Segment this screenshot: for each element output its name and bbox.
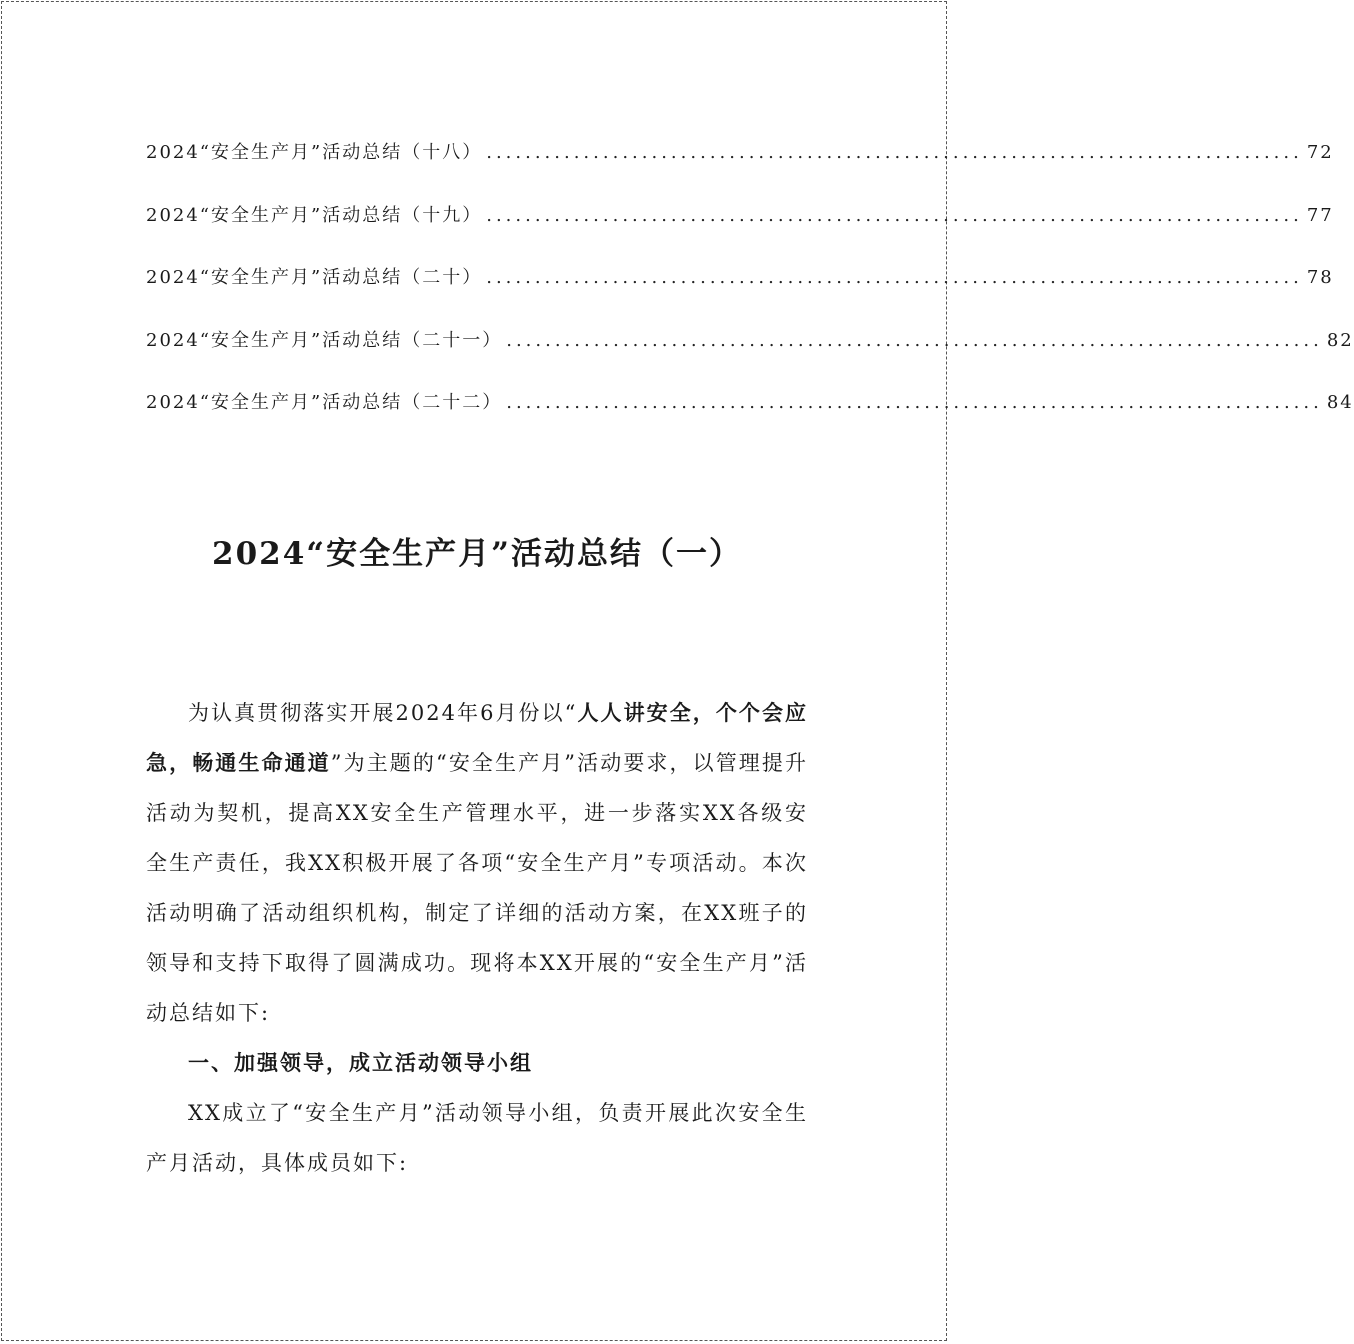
- toc-entry-page: 72: [1306, 142, 1334, 163]
- toc-dot-leader: ....................................................................................: [486, 142, 1303, 163]
- activity-theme: 人人讲安全，个个会应急，畅通生命通道: [146, 700, 809, 775]
- toc-dot-leader: ....................................................................................: [486, 267, 1303, 288]
- toc-entry-title: 2024“安全生产月”活动总结（二十）: [146, 267, 483, 288]
- intro-text-start: 为认真贯彻落实开展2024年6月份以“: [188, 701, 578, 725]
- toc-entry-page: 82: [1326, 329, 1354, 351]
- document-page: [1, 1, 1354, 1341]
- table-of-contents: [146, 138, 1354, 451]
- document-title: 2024“安全生产月”活动总结（一）: [212, 535, 742, 572]
- toc-entry-page: 78: [1306, 267, 1334, 288]
- toc-entry[interactable]: [146, 388, 1354, 418]
- toc-entry[interactable]: [146, 263, 1334, 293]
- toc-entry[interactable]: [146, 138, 1334, 168]
- toc-entry[interactable]: [146, 326, 1354, 356]
- toc-dot-leader: ....................................................................................: [506, 329, 1323, 351]
- document-body: [146, 688, 808, 1188]
- toc-entry-title: 2024“安全生产月”活动总结（十九）: [146, 204, 483, 226]
- section-heading: 一、加强领导，成立活动领导小组: [188, 1050, 533, 1075]
- section-paragraph: XX成立了“安全生产月”活动领导小组，负责开展此次安全生产月活动，具体成员如下:: [146, 1101, 808, 1175]
- intro-paragraph: [146, 688, 808, 1038]
- toc-entry-title: 2024“安全生产月”活动总结（二十二）: [146, 392, 503, 413]
- toc-entry-page: 77: [1306, 204, 1334, 226]
- toc-entry-title: 2024“安全生产月”活动总结（二十一）: [146, 329, 503, 351]
- toc-entry-title: 2024“安全生产月”活动总结（十八）: [146, 142, 483, 163]
- toc-entry[interactable]: [146, 201, 1334, 231]
- toc-entry-page: 84: [1326, 392, 1354, 413]
- intro-text-end: ”为主题的“安全生产月”活动要求，以管理提升活动为契机，提高XX安全生产管理水平，进一步落实XX各级安全生产责任，我XX积极开展了各项“安全生产月”专项活动。本次活动明确了活动组织机构，制定了详细的活动方案，在XX班子的领导和支持下取得了圆满成功。现将本XX开展的“安全生产月”活动总结如下:: [146, 751, 809, 1025]
- toc-dot-leader: ....................................................................................: [486, 204, 1303, 226]
- toc-dot-leader: ....................................................................................: [506, 392, 1323, 413]
